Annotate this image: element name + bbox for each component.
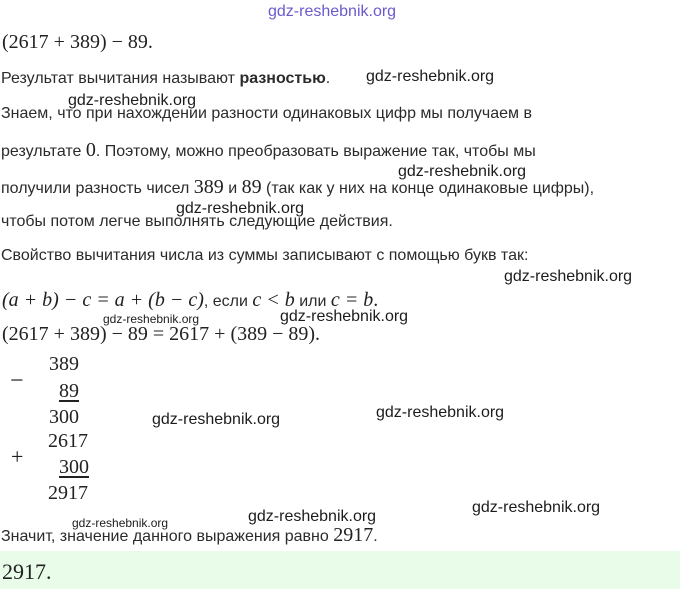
minus-sign: −: [10, 368, 24, 394]
text: , если: [203, 293, 253, 310]
text: (так как у них на конце одинаковые цифры),: [261, 180, 595, 197]
paragraph-line-1: Знаем, что при нахождении разности одинаковых цифр мы получаем в: [1, 105, 532, 122]
formula: (a + b) − c = a + (b − c): [2, 289, 204, 311]
conclusion-line: [1, 525, 378, 547]
watermark: gdz-reshebnik.org: [268, 3, 397, 20]
definition-line: [1, 69, 330, 89]
text: Значит, значение данного выражения равно: [1, 528, 334, 545]
addition-term-1: 2617: [48, 430, 88, 452]
watermark: gdz-reshebnik.org: [103, 312, 200, 326]
watermark: gdz-reshebnik.org: [280, 308, 409, 325]
paragraph-line-3: [1, 177, 594, 199]
text: или: [294, 293, 331, 310]
watermark: gdz-reshebnik.org: [68, 92, 197, 109]
watermark: gdz-reshebnik.org: [472, 499, 601, 516]
watermark: gdz-reshebnik.org: [504, 268, 633, 285]
watermark: gdz-reshebnik.org: [376, 404, 505, 421]
condition: c = b: [330, 289, 374, 311]
addition-result: 2917: [48, 482, 88, 504]
text: получили разность чисел: [1, 180, 194, 197]
expression: (2617 + 389) − 89.: [2, 31, 153, 53]
watermark: gdz-reshebnik.org: [248, 508, 377, 525]
watermark: gdz-reshebnik.org: [176, 200, 305, 217]
paragraph-line-4: чтобы потом легче выполнять следующие действия.: [1, 213, 393, 230]
paragraph-line-2: [1, 140, 536, 162]
text: и: [223, 180, 242, 197]
subtraction-subtrahend: 89: [59, 380, 79, 402]
math-number: 2917: [333, 524, 374, 546]
math-number: 89: [241, 176, 262, 198]
text: . Поэтому, можно преобразовать выражение так, чтобы мы: [95, 143, 536, 160]
watermark: gdz-reshebnik.org: [72, 516, 169, 530]
subtraction-minuend: 389: [49, 353, 79, 375]
property-line: Свойство вычитания числа из суммы записывают с помощью букв так:: [1, 247, 529, 264]
math-zero: 0: [85, 139, 96, 161]
text: .: [373, 289, 379, 311]
subtraction-result: 300: [49, 406, 79, 428]
watermark: gdz-reshebnik.org: [366, 68, 495, 85]
formula-line: [2, 290, 378, 312]
answer-value: 2917.: [2, 559, 52, 584]
watermark: gdz-reshebnik.org: [398, 163, 527, 180]
transformation: (2617 + 389) − 89 = 2617 + (389 − 89).: [2, 323, 321, 345]
math-number: 389: [193, 176, 224, 198]
definition-text: Результат вычитания называют: [1, 70, 240, 87]
definition-term: разностью: [239, 70, 326, 87]
answer-box: [0, 551, 680, 589]
addition-term-2: 300: [59, 456, 89, 478]
watermark: gdz-reshebnik.org: [152, 411, 281, 428]
text: результате: [1, 143, 86, 160]
plus-sign: +: [11, 444, 24, 469]
condition: c < b: [252, 289, 295, 311]
text: .: [373, 528, 378, 545]
definition-end: .: [325, 70, 331, 87]
